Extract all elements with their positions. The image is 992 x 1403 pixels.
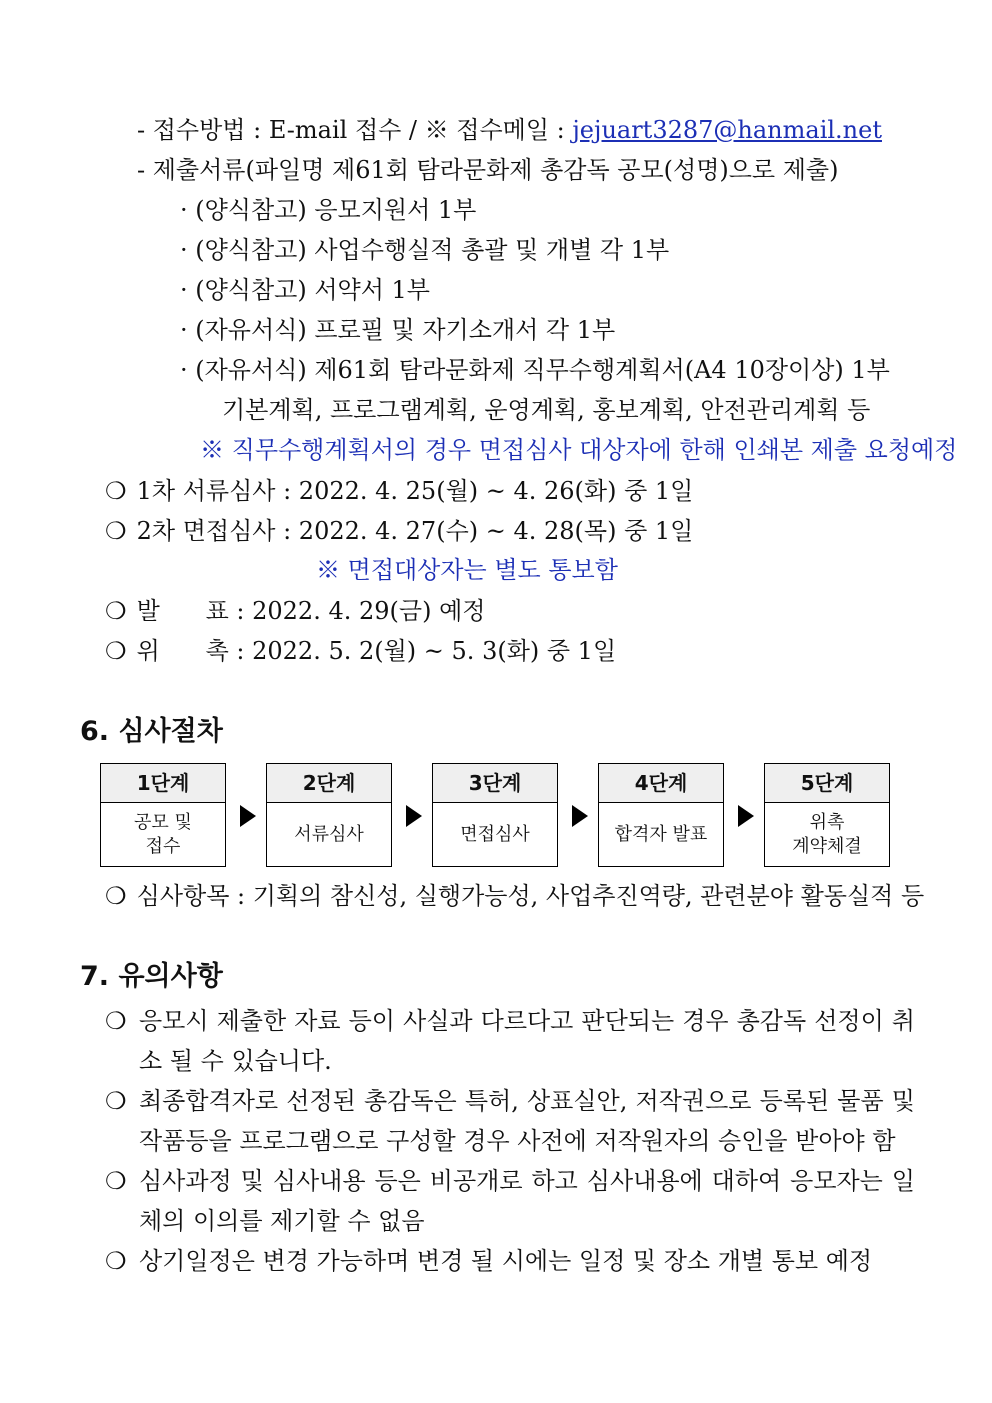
schedule-commission-text: 위 촉 : 2022. 5. 2(월) ~ 5. 3(화) 중 1일 — [136, 637, 617, 665]
circle-bullet-icon: ❍ — [105, 477, 127, 505]
doc-item: · (양식참고) 서약서 1부 — [180, 276, 430, 304]
doc-item: · (자유서식) 제61회 탐라문화제 직무수행계획서(A4 10장이상) 1부 — [180, 356, 890, 384]
circle-bullet-icon: ❍ — [105, 517, 127, 545]
circle-bullet-icon: ❍ — [105, 1247, 127, 1275]
schedule-second-review-text: 2차 면접심사 : 2022. 4. 27(수) ~ 4. 28(목) 중 1일 — [136, 517, 694, 545]
submission-method-line — [137, 115, 882, 145]
circle-bullet-icon: ❍ — [105, 637, 127, 665]
circle-bullet-icon: ❍ — [105, 882, 127, 910]
circle-bullet-icon: ❍ — [105, 597, 127, 625]
notice-text: 상기일정은 변경 가능하며 변경 될 시에는 일정 및 장소 개별 통보 예정 — [139, 1247, 873, 1275]
arrow-right-icon — [406, 805, 422, 827]
process-step-5 — [764, 763, 890, 867]
interview-note: ※ 면접대상자는 별도 통보함 — [316, 556, 618, 584]
section-7-title: 7. 유의사항 — [80, 961, 223, 992]
review-criteria — [105, 881, 924, 911]
doc-item-continuation: 기본계획, 프로그램계획, 운영계획, 홍보계획, 안전관리계획 등 — [222, 396, 871, 424]
process-step-desc: 면접심사 — [460, 823, 530, 845]
notice-item — [105, 1241, 915, 1281]
doc-item: · (양식참고) 응모지원서 1부 — [180, 196, 477, 224]
docs-note: ※ 직무수행계획서의 경우 면접심사 대상자에 한해 인쇄본 제출 요청예정 — [200, 436, 958, 464]
circle-bullet-icon: ❍ — [105, 1007, 127, 1035]
process-step-stage: 1단계 — [101, 764, 225, 803]
doc-item: · (자유서식) 프로필 및 자기소개서 각 1부 — [180, 316, 616, 344]
process-step-2 — [266, 763, 392, 867]
process-step-stage: 2단계 — [267, 764, 391, 803]
review-criteria-text: 심사항목 : 기획의 참신성, 실행가능성, 사업추진역량, 관련분야 활동실적 등 — [136, 882, 925, 910]
schedule-announce-text: 발 표 : 2022. 4. 29(금) 예정 — [136, 597, 486, 625]
circle-bullet-icon: ❍ — [105, 1167, 127, 1195]
submission-email-link[interactable]: jejuart3287@hanmail.net — [572, 116, 882, 144]
process-step-desc: 공모 및 접수 — [134, 811, 192, 857]
schedule-first-review — [105, 476, 693, 506]
schedule-first-review-text: 1차 서류심사 : 2022. 4. 25(월) ~ 4. 26(화) 중 1일 — [136, 477, 694, 505]
arrow-right-icon — [240, 805, 256, 827]
process-step-3 — [432, 763, 558, 867]
process-step-stage: 5단계 — [765, 764, 889, 803]
submission-docs-title: - 제출서류(파일명 제61회 탐라문화제 총감독 공모(성명)으로 제출) — [137, 156, 839, 184]
schedule-commission — [105, 636, 616, 666]
process-step-desc: 서류심사 — [294, 823, 364, 845]
arrow-right-icon — [738, 805, 754, 827]
notice-item — [105, 1081, 915, 1161]
process-step-desc: 합격자 발표 — [614, 823, 708, 845]
section-6-title: 6. 심사절차 — [80, 716, 223, 747]
circle-bullet-icon: ❍ — [105, 1087, 127, 1115]
notice-text: 심사과정 및 심사내용 등은 비공개로 하고 심사내용에 대하여 응모자는 일체의 이의를 제기할 수 없음 — [139, 1167, 915, 1235]
process-step-4 — [598, 763, 724, 867]
submission-method-text: - 접수방법 : E-mail 접수 / ※ 접수메일 : — [137, 116, 573, 144]
schedule-second-review — [105, 516, 693, 546]
notice-text: 응모시 제출한 자료 등이 사실과 다르다고 판단되는 경우 총감독 선정이 취소 될 수 있습니다. — [139, 1007, 915, 1075]
process-step-desc: 위촉 계약체결 — [792, 811, 862, 857]
notice-item — [105, 1161, 915, 1241]
notice-item — [105, 1001, 915, 1081]
process-step-1 — [100, 763, 226, 867]
review-process-flow — [100, 763, 892, 867]
arrow-right-icon — [572, 805, 588, 827]
notice-text: 최종합격자로 선정된 총감독은 특허, 상표실안, 저작권으로 등록된 물품 및 작품등을 프로그램으로 구성할 경우 사전에 저작원자의 승인을 받아야 함 — [139, 1087, 915, 1155]
process-step-stage: 3단계 — [433, 764, 557, 803]
process-step-stage: 4단계 — [599, 764, 723, 803]
schedule-announce — [105, 596, 485, 626]
doc-item: · (양식참고) 사업수행실적 총괄 및 개별 각 1부 — [180, 236, 670, 264]
